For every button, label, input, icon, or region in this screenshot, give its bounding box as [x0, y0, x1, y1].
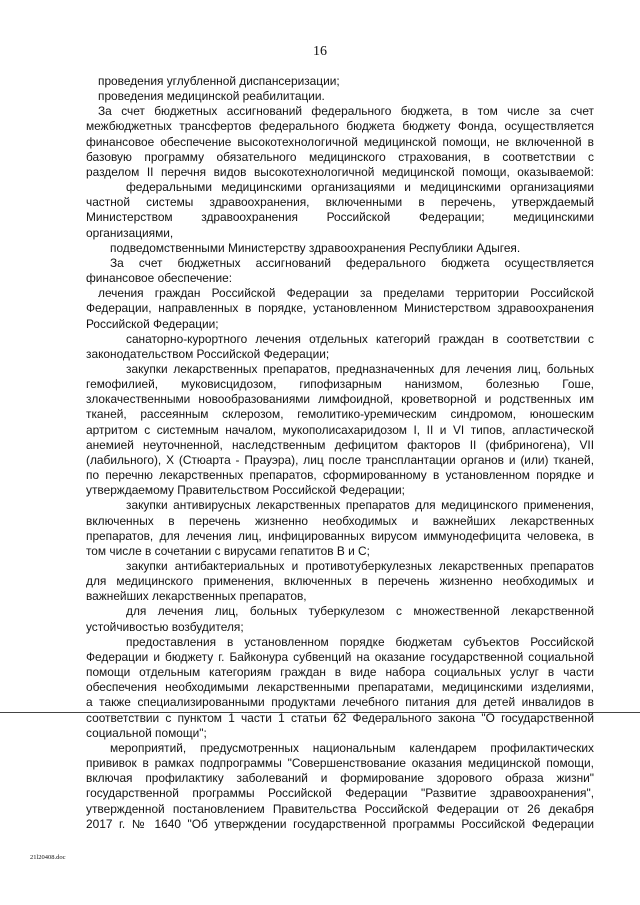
text-line: проведения медицинской реабилитации.: [98, 89, 325, 104]
text-line: закупки лекарственных препаратов, предназначенных для лечения лиц, больных: [126, 361, 594, 376]
text-line: лечения граждан Российской Федерации за пределами территории Российской: [98, 286, 594, 301]
text-line: тканей, рассеянным склерозом, гемолитико-уремическим синдромом, юношеским: [86, 407, 594, 422]
text-line: подведомственными Министерству здравоохранения Республики Адыгея.: [110, 240, 521, 255]
text-line: важнейших лекарственных препаратов,: [86, 589, 307, 604]
text-line: обеспечения необходимыми лекарственными препаратами, медицинскими изделиями,: [86, 680, 594, 695]
text-line: гемофилией, муковисцидозом, гипофизарным нанизмом, болезнью Гоше,: [86, 377, 594, 392]
document-body: [86, 74, 594, 832]
text-line: базовую программу обязательного медицинского страхования, в соответствии с: [86, 149, 594, 164]
text-line: включая профилактику заболеваний и формирование здорового образа жизни": [86, 771, 594, 786]
text-line: финансовое обеспечение высокотехнологичной медицинской помощи, не включенной в: [86, 134, 594, 149]
text-line: разделом II перечня видов высокотехнологичной медицинской помощи, оказываемой:: [86, 164, 594, 179]
text-line: артритом с системным началом, мукополисахаридозом I, II и VI типов, апластической: [86, 422, 594, 437]
text-line: злокачественными новообразованиями лимфоидной, кроветворной и родственных им: [86, 392, 594, 407]
text-line: проведения углубленной диспансеризации;: [98, 74, 340, 88]
text-line: межбюджетных трансфертов федерального бюджета бюджету Фонда, осуществляется: [86, 119, 594, 134]
text-line: закупки антивирусных лекарственных препаратов для медицинского применения,: [126, 498, 594, 513]
text-line: (лабильного), X (Стюарта - Прауэра), лиц после трансплантации органов и (или) тканей,: [86, 452, 594, 467]
text-line: закупки антибактериальных и противотуберкулезных лекарственных препаратов: [126, 559, 594, 573]
text-line: частной системы здравоохранения, включенными в перечень, утверждаемый: [86, 195, 594, 210]
text-line: прививок в рамках подпрограммы "Совершенствование оказания медицинской помощи,: [86, 756, 594, 771]
text-line: федеральными медицинскими организациями и медицинскими организациями: [126, 180, 594, 195]
text-line: утвержденной постановлением Правительства Российской Федерации от 26 декабря: [86, 801, 594, 816]
text-line: соответствии с пунктом 1 части 1 статьи 62 Федерального закона "О государственной: [86, 710, 594, 725]
document-id: 21l20408.doc: [30, 854, 66, 861]
text-line: За счет бюджетных ассигнований федерального бюджета осуществляется: [110, 255, 594, 270]
text-line: государственной программы Российской Федерации "Развитие здравоохранения",: [86, 786, 594, 801]
text-line: утверждаемому Правительством Российской Федерации;: [86, 483, 405, 498]
text-line: для медицинского применения, включенных в перечень жизненно необходимых и: [86, 574, 594, 589]
text-line: а также специализированными продуктами лечебного питания для детей инвалидов в: [86, 695, 594, 710]
text-line: 2017 г. № 1640 "Об утверждении государственной программы Российской Федерации: [86, 816, 594, 831]
text-line: том числе в сочетании с вирусами гепатитов B и C;: [86, 543, 370, 558]
text-line: Министерством здравоохранения Российской Федерации; медицинскими: [86, 210, 594, 225]
text-line: социальной помощи";: [86, 725, 207, 740]
text-line: включенных в перечень жизненно необходимых и важнейших лекарственных: [86, 513, 594, 528]
text-line: За счет бюджетных ассигнований федерального бюджета, в том числе за счет: [98, 104, 594, 119]
text-line: организациями,: [86, 225, 174, 240]
text-line: Федерации и бюджету г. Байконура субвенций на оказание государственной социальной: [86, 649, 594, 664]
text-line: санаторно-курортного лечения отдельных категорий граждан в соответствии с: [126, 331, 594, 346]
text-line: финансовое обеспечение:: [86, 271, 233, 286]
text-line: Федерации, направленных в порядке, установленном Министерством здравоохранения: [86, 301, 594, 316]
text-line: Российской Федерации;: [86, 316, 219, 331]
text-line: предоставления в установленном порядке бюджетам субъектов Российской: [126, 634, 594, 649]
text-line: законодательством Российской Федерации;: [86, 346, 330, 361]
text-line: анемией неуточненной, наследственным дефицитом факторов II (фибриногена), VII: [86, 437, 594, 452]
text-line: препаратов, для лечения лиц, инфицированных вирусом иммунодефицита человека, в: [86, 528, 594, 543]
text-line: устойчивостью возбудителя;: [86, 619, 244, 634]
text-line: по перечню лекарственных препаратов, сформированному в установленном порядке и: [86, 468, 594, 483]
text-line: мероприятий, предусмотренных национальным календарем профилактических: [110, 740, 594, 755]
page-number: 16: [313, 44, 327, 59]
page-divider: [0, 712, 640, 713]
text-line: для лечения лиц, больных туберкулезом с множественной лекарственной: [126, 604, 594, 619]
text-line: помощи отдельным категориям граждан в виде набора социальных услуг в части: [86, 665, 594, 680]
